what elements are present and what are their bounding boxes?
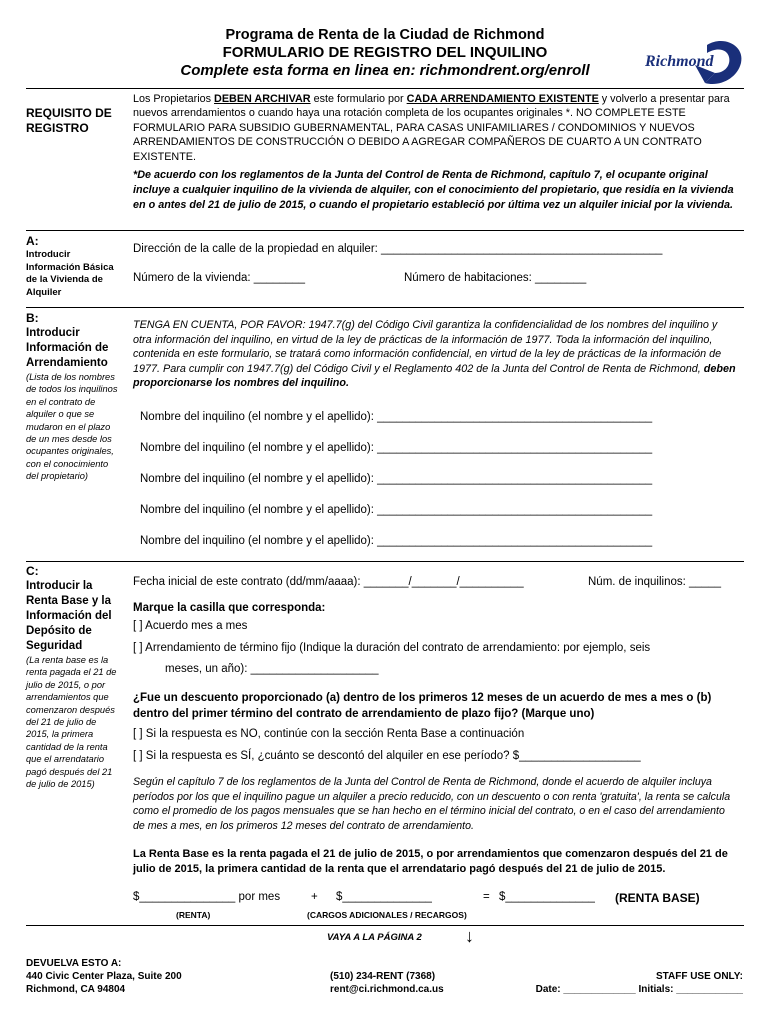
discount-no-checkbox[interactable]: [ ] Si la respuesta es NO, continúe con la sección Renta Base a continuación bbox=[133, 728, 525, 740]
email-link[interactable]: rent@ci.richmond.ca.us bbox=[330, 984, 444, 995]
section-b-subtitle: (Lista de los nombres de todos los inquilinos en el contrato de alquiler o que se mudaron en el plazo de un mes desde los ocupantes originales, con el conocimiento del propietario) bbox=[26, 372, 118, 482]
form-title: FORMULARIO DE REGISTRO DEL INQUILINO bbox=[222, 44, 548, 61]
divider bbox=[26, 88, 744, 89]
address-line-2: Richmond, CA 94804 bbox=[26, 984, 126, 995]
confidentiality-emphasis: deben proporcionarse los nombres del inquilino. bbox=[133, 362, 736, 390]
divider bbox=[26, 561, 744, 562]
divider bbox=[26, 307, 744, 308]
section-c-label bbox=[26, 564, 118, 790]
req-must-file: DEBEN ARCHIVAR bbox=[214, 93, 311, 105]
fixed-term-checkbox[interactable]: [ ] Arrendamiento de término fijo (Indique la duración del contrato de arrendamiento: por ejemplo, seis bbox=[133, 642, 651, 654]
equals-sign: = bbox=[483, 891, 490, 903]
mark-box-heading: Marque la casilla que corresponda: bbox=[133, 602, 326, 614]
section-a-label bbox=[26, 234, 126, 299]
section-b-letter: B: bbox=[26, 311, 39, 325]
base-rent-definition: La Renta Base es la renta pagada el 21 de julio de 2015, o por arrendamientos que comenzaron después del 21 de julio de 2015, la primera cantidad de la renta que el arrendatario pagó después del 21 de julio de 2015. bbox=[133, 848, 728, 875]
req-text-c: este formulario por bbox=[310, 93, 407, 105]
staff-use bbox=[529, 970, 743, 996]
charges-field[interactable]: $______________ bbox=[336, 891, 432, 903]
divider bbox=[26, 925, 744, 926]
program-title: Programa de Renta de la Ciudad de Richmond bbox=[225, 27, 545, 43]
staff-initials-field[interactable]: Initials: ____________ bbox=[638, 984, 743, 995]
req-text-e: y volverlo a presentar para nuevos arrendamientos o cuando haya una rotación completa de los ocupantes originales *. NO COMPLETE ESTE FORMULARIO PARA SUBSIDIO GUBERNAMENTAL, PARA CASAS UNIFAMILIARES / CONDOMINIOS Y NUEVOS ARRENDAMIENTOS DE CONSTRUCCIÓN O DEBIDO A AGREGAR COMPAÑEROS DE CUARTO A UN CONTRATO EXISTENTE. bbox=[133, 93, 730, 163]
staff-use-label: STAFF USE ONLY: bbox=[655, 971, 743, 982]
base-rent-field[interactable]: $______________ bbox=[499, 891, 595, 903]
original-occupant-note: *De acuerdo con los reglamentos de la Junta del Control de Renta de Richmond, capítulo 7, el ocupante original incluye a cualquier inquilino de la vivienda de alquiler, con el conocimiento del propietario, que residía en la vivienda en o antes del 21 de julio de 2015, o cuando el propietario estableció por última vez un alquiler inicial por la vivienda. bbox=[133, 169, 734, 212]
richmond-logo bbox=[645, 35, 745, 90]
discount-question: ¿Fue un descuento proporcionado (a) dentro de los primeros 12 meses de un acuerdo de mes a mes o (b) dentro del primer término del contrato de arrendamiento de plazo fijo? (Marque uno) bbox=[133, 692, 712, 720]
month-to-month-checkbox[interactable]: [ ] Acuerdo mes a mes bbox=[133, 620, 248, 632]
lease-duration-field[interactable]: meses, un año): ____________________ bbox=[165, 663, 379, 675]
discount-yes-checkbox[interactable]: [ ] Si la respuesta es SÍ, ¿cuánto se descontó del alquiler en ese período? $___________________ bbox=[133, 750, 641, 762]
return-label: DEVUELVA ESTO A: bbox=[26, 958, 122, 969]
rent-field[interactable]: $_______________ por mes bbox=[133, 891, 281, 903]
unit-number-field[interactable]: Número de la vivienda: ________ bbox=[133, 272, 305, 284]
requisito-label: REQUISITO DE REGISTRO bbox=[26, 106, 112, 135]
base-rent-label: (RENTA BASE) bbox=[615, 891, 700, 905]
section-c-letter: C: bbox=[26, 564, 39, 578]
staff-date-field[interactable]: Date: _____________ bbox=[535, 984, 636, 995]
section-b-title: Introducir Información de Arrendamiento bbox=[26, 327, 109, 369]
go-to-page-2: VAYA A LA PÁGINA 2 bbox=[327, 932, 422, 943]
logo-wordmark: Richmond bbox=[645, 53, 714, 70]
tenant-name-field[interactable]: Nombre del inquilino (el nombre y el apellido): ___________________________________________ bbox=[140, 411, 653, 423]
rooms-field[interactable]: Número de habitaciones: ________ bbox=[404, 272, 587, 284]
address-line-1: 440 Civic Center Plaza, Suite 200 bbox=[26, 971, 182, 982]
num-tenants-field[interactable]: Núm. de inquilinos: _____ bbox=[588, 576, 721, 588]
plus-sign: + bbox=[311, 891, 318, 903]
start-date-field[interactable]: Fecha inicial de este contrato (dd/mm/aaaa): _______/_______/__________ bbox=[133, 576, 524, 588]
tenant-name-field[interactable]: Nombre del inquilino (el nombre y el apellido): ___________________________________________ bbox=[140, 442, 653, 454]
online-instructions: Complete esta forma en linea en: richmondrent.org/enroll bbox=[180, 62, 590, 79]
confidentiality-text: TENGA EN CUENTA, POR FAVOR: 1947.7(g) del Código Civil garantiza la confidencialidad de los nombres del inquilino y otra información del inquilino, en virtud de la ley de prácticas de la información de 1977. Toda la información del inquilino, contenida en este formulario, se tratará como información confidencial, en virtud de la ley de prácticas de la información de 1977. Para cumplir con 1947.7(g) del Código Civil y el Reglamento 402 de la Junta del Control de Renta de Richmond, bbox=[133, 319, 722, 375]
requisito-text bbox=[133, 92, 741, 164]
confidentiality-note bbox=[133, 318, 738, 391]
section-b-label bbox=[26, 311, 118, 483]
down-arrow-icon: ↓ bbox=[465, 926, 474, 946]
chapter-7-note: Según el capítulo 7 de los reglamentos de la Junta del Control de Renta de Richmond, donde el acuerdo de alquiler incluya períodos por los que el inquilino pague un alquiler a precio reducido, con un descuento o con renta 'gratuita', la renta se calcula como el promedio de los pagos mensuales que se han hecho en el término inicial del contrato, o en el caso del arrendamiento de mes a mes, en los primeros 12 meses del contrato de arrendamiento. bbox=[133, 776, 731, 832]
charges-label: (CARGOS ADICIONALES / RECARGOS) bbox=[307, 910, 467, 920]
rent-label: (RENTA) bbox=[176, 910, 211, 920]
tenant-name-field[interactable]: Nombre del inquilino (el nombre y el apellido): ___________________________________________ bbox=[140, 535, 653, 547]
section-c-title: Introducir la Renta Base y la Información del Depósito de Seguridad bbox=[26, 580, 112, 652]
tenant-name-field[interactable]: Nombre del inquilino (el nombre y el apellido): ___________________________________________ bbox=[140, 504, 653, 516]
staff-date-initials bbox=[529, 983, 743, 996]
section-c-subtitle: (La renta base es la renta pagada el 21 de julio de 2015, o por arrendamientos que comenzaron después del 21 de julio de 2015, la primera cantidad de la renta que el arrendatario pagó después del 21 de julio de 2015) bbox=[26, 655, 117, 790]
phone-number: (510) 234-RENT (7368) bbox=[330, 971, 436, 982]
section-a-title: Introducir Información Básica de la Vivienda de Alquiler bbox=[26, 249, 114, 298]
tenant-name-field[interactable]: Nombre del inquilino (el nombre y el apellido): ___________________________________________ bbox=[140, 473, 653, 485]
contact-info bbox=[330, 970, 444, 996]
section-a-letter: A: bbox=[26, 234, 39, 248]
req-each-lease: CADA ARRENDAMIENTO EXISTENTE bbox=[406, 93, 599, 105]
address-field[interactable]: Dirección de la calle de la propiedad en alquiler: ____________________________________________ bbox=[133, 243, 663, 255]
req-text-a: Los Propietarios bbox=[133, 93, 215, 105]
divider bbox=[26, 230, 744, 231]
return-address bbox=[26, 957, 182, 996]
